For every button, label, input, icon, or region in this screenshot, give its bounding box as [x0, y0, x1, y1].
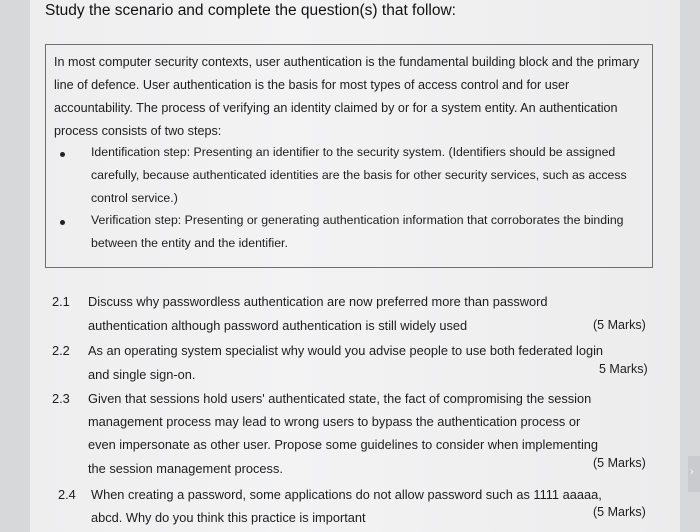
- question-marks: (5 Marks): [593, 456, 646, 470]
- question-line: management process may lead to wrong users to bypass the authentication process or: [88, 414, 581, 429]
- question-line: As an operating system specialist why would you advise people to use both federated login: [88, 343, 604, 358]
- bullet-text: Verification step: Presenting or generating authentication information that corroborates the binding between the entity and the identifier.: [91, 213, 624, 250]
- bullet-dot-icon: [60, 152, 65, 157]
- question-marks: 5 Marks): [599, 362, 648, 376]
- question-line: Given that sessions hold users' authenticated state, the fact of compromising the session: [88, 391, 592, 406]
- chevron-right-icon: ›: [690, 466, 694, 478]
- question-number: 2.4: [58, 487, 76, 502]
- question-line: When creating a password, some applications do not allow password such as 1111 aaaaa,: [91, 487, 602, 502]
- question-number: 2.3: [52, 391, 70, 406]
- bullet-dot-icon: [60, 220, 65, 225]
- question-line: the session management process.: [88, 461, 283, 476]
- question-line: Discuss why passwordless authentication are now preferred more than password: [88, 294, 548, 309]
- question-line: authentication although password authentication is still widely used: [88, 318, 468, 333]
- question-line: abcd. Why do you think this practice is important: [91, 510, 366, 525]
- instructions-heading: Study the scenario and complete the question(s) that follow:: [45, 2, 456, 19]
- scenario-intro-text: In most computer security contexts, user authentication is the fundamental building block and the primary line of defence. User authentication is the basis for most types of access control and for user accountability. The process of verifying an identity claimed by or for a system entity. An authentication process consists of two steps:: [54, 55, 640, 138]
- question-number: 2.2: [52, 343, 70, 358]
- worksheet-page: [30, 0, 680, 532]
- scenario-box: [45, 44, 653, 268]
- question-line: and single sign-on.: [88, 367, 196, 382]
- question-line: even impersonate as other user. Propose some guidelines to consider when implementing: [88, 437, 599, 452]
- question-number: 2.1: [52, 294, 70, 309]
- bullet-text: Identification step: Presenting an identifier to the security system. (Identifiers should be assigned carefully, because authenticated identities are the basis for other security services, such as access control service.): [91, 145, 627, 205]
- question-marks: (5 Marks): [593, 505, 646, 519]
- page-edge-tab[interactable]: [688, 456, 700, 492]
- question-marks: (5 Marks): [593, 318, 646, 332]
